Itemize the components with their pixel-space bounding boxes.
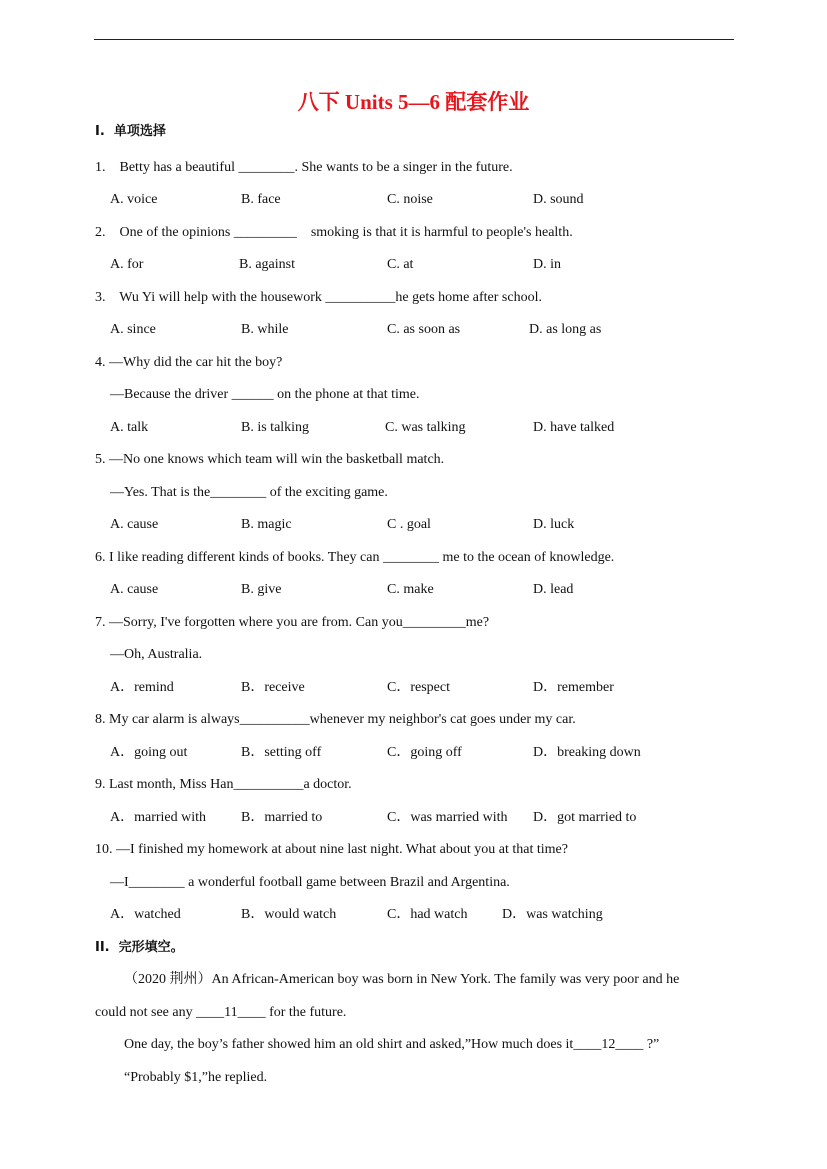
header-rule — [94, 39, 734, 40]
section-2-heading: II. 完形填空。 — [95, 940, 184, 955]
question-6-option-b: B. give — [241, 582, 282, 597]
question-10-option-b: B．would watch — [241, 907, 337, 922]
question-4-option-d: D. have talked — [533, 420, 615, 435]
question-7-option-d: D．remember — [533, 680, 614, 695]
question-9-option-c: C．was married with — [387, 810, 508, 825]
question-10-option-a: A．watched — [110, 907, 181, 922]
question-10-stem-line-2: —I________ a wonderful football game between Brazil and Argentina. — [110, 875, 510, 890]
question-7-option-b: B．receive — [241, 680, 305, 695]
question-1-option-b: B. face — [241, 192, 281, 207]
question-6-stem: 6. I like reading different kinds of books. They can ________ me to the ocean of knowledge. — [95, 550, 615, 565]
question-4-option-b: B. is talking — [241, 420, 310, 435]
question-3-option-d: D. as long as — [529, 322, 602, 337]
question-6-option-a: A. cause — [110, 582, 159, 597]
question-9-stem: 9. Last month, Miss Han__________a doctor. — [95, 777, 352, 792]
passage-line-3: One day, the boy’s father showed him an old shirt and asked,”How much does it____12____ ?” — [124, 1037, 660, 1052]
question-10-option-c: C．had watch — [387, 907, 468, 922]
question-8-option-c: C．going off — [387, 745, 462, 760]
question-9-option-d: D．got married to — [533, 810, 637, 825]
passage-line-1: （2020 荆州）An African-American boy was born in New York. The family was very poor and he — [124, 972, 680, 987]
question-7-stem-line-1: 7. —Sorry, I've forgotten where you are from. Can you_________me? — [95, 615, 490, 630]
passage-line-4: “Probably $1,”he replied. — [124, 1070, 268, 1085]
question-1-stem: 1. Betty has a beautiful ________. She wants to be a singer in the future. — [95, 160, 513, 175]
question-9-option-a: A．married with — [110, 810, 207, 825]
question-3-option-b: B. while — [241, 322, 289, 337]
question-4-stem-line-1: 4. —Why did the car hit the boy? — [95, 355, 283, 370]
page-title: 八下 Units 5—6 配套作业 — [297, 90, 530, 114]
question-10-stem-line-1: 10. —I finished my homework at about nine last night. What about you at that time? — [95, 842, 568, 857]
question-8-stem: 8. My car alarm is always__________whenever my neighbor's cat goes under my car. — [95, 712, 576, 727]
question-1-option-d: D. sound — [533, 192, 584, 207]
passage-line-2: could not see any ____11____ for the future. — [95, 1005, 347, 1020]
question-7-option-a: A．remind — [110, 680, 174, 695]
section-1-heading: I. 单项选择 — [95, 124, 166, 139]
question-1-option-c: C. noise — [387, 192, 433, 207]
question-5-option-b: B. magic — [241, 517, 292, 532]
question-2-option-a: A. for — [110, 257, 144, 272]
question-10-option-d: D．was watching — [502, 907, 603, 922]
question-9-option-b: B．married to — [241, 810, 323, 825]
question-4-option-a: A. talk — [110, 420, 149, 435]
question-2-option-b: B. against — [239, 257, 295, 272]
question-3-option-a: A. since — [110, 322, 156, 337]
question-3-stem: 3. Wu Yi will help with the housework __________he gets home after school. — [95, 290, 542, 305]
question-8-option-d: D．breaking down — [533, 745, 641, 760]
question-2-stem: 2. One of the opinions _________ smoking is that it is harmful to people's health. — [95, 225, 573, 240]
question-5-option-c: C . goal — [387, 517, 431, 532]
question-8-option-b: B．setting off — [241, 745, 322, 760]
question-6-option-c: C. make — [387, 582, 434, 597]
question-2-option-d: D. in — [533, 257, 561, 272]
question-8-option-a: A．going out — [110, 745, 188, 760]
question-6-option-d: D. lead — [533, 582, 574, 597]
question-3-option-c: C. as soon as — [387, 322, 461, 337]
question-5-stem-line-2: —Yes. That is the________ of the exciting game. — [110, 485, 388, 500]
question-7-stem-line-2: —Oh, Australia. — [110, 647, 203, 662]
question-2-option-c: C. at — [387, 257, 414, 272]
question-4-option-c: C. was talking — [385, 420, 466, 435]
question-7-option-c: C．respect — [387, 680, 450, 695]
question-4-stem-line-2: —Because the driver ______ on the phone at that time. — [110, 387, 420, 402]
question-5-stem-line-1: 5. —No one knows which team will win the basketball match. — [95, 452, 445, 467]
question-5-option-a: A. cause — [110, 517, 159, 532]
question-5-option-d: D. luck — [533, 517, 575, 532]
question-1-option-a: A. voice — [110, 192, 158, 207]
